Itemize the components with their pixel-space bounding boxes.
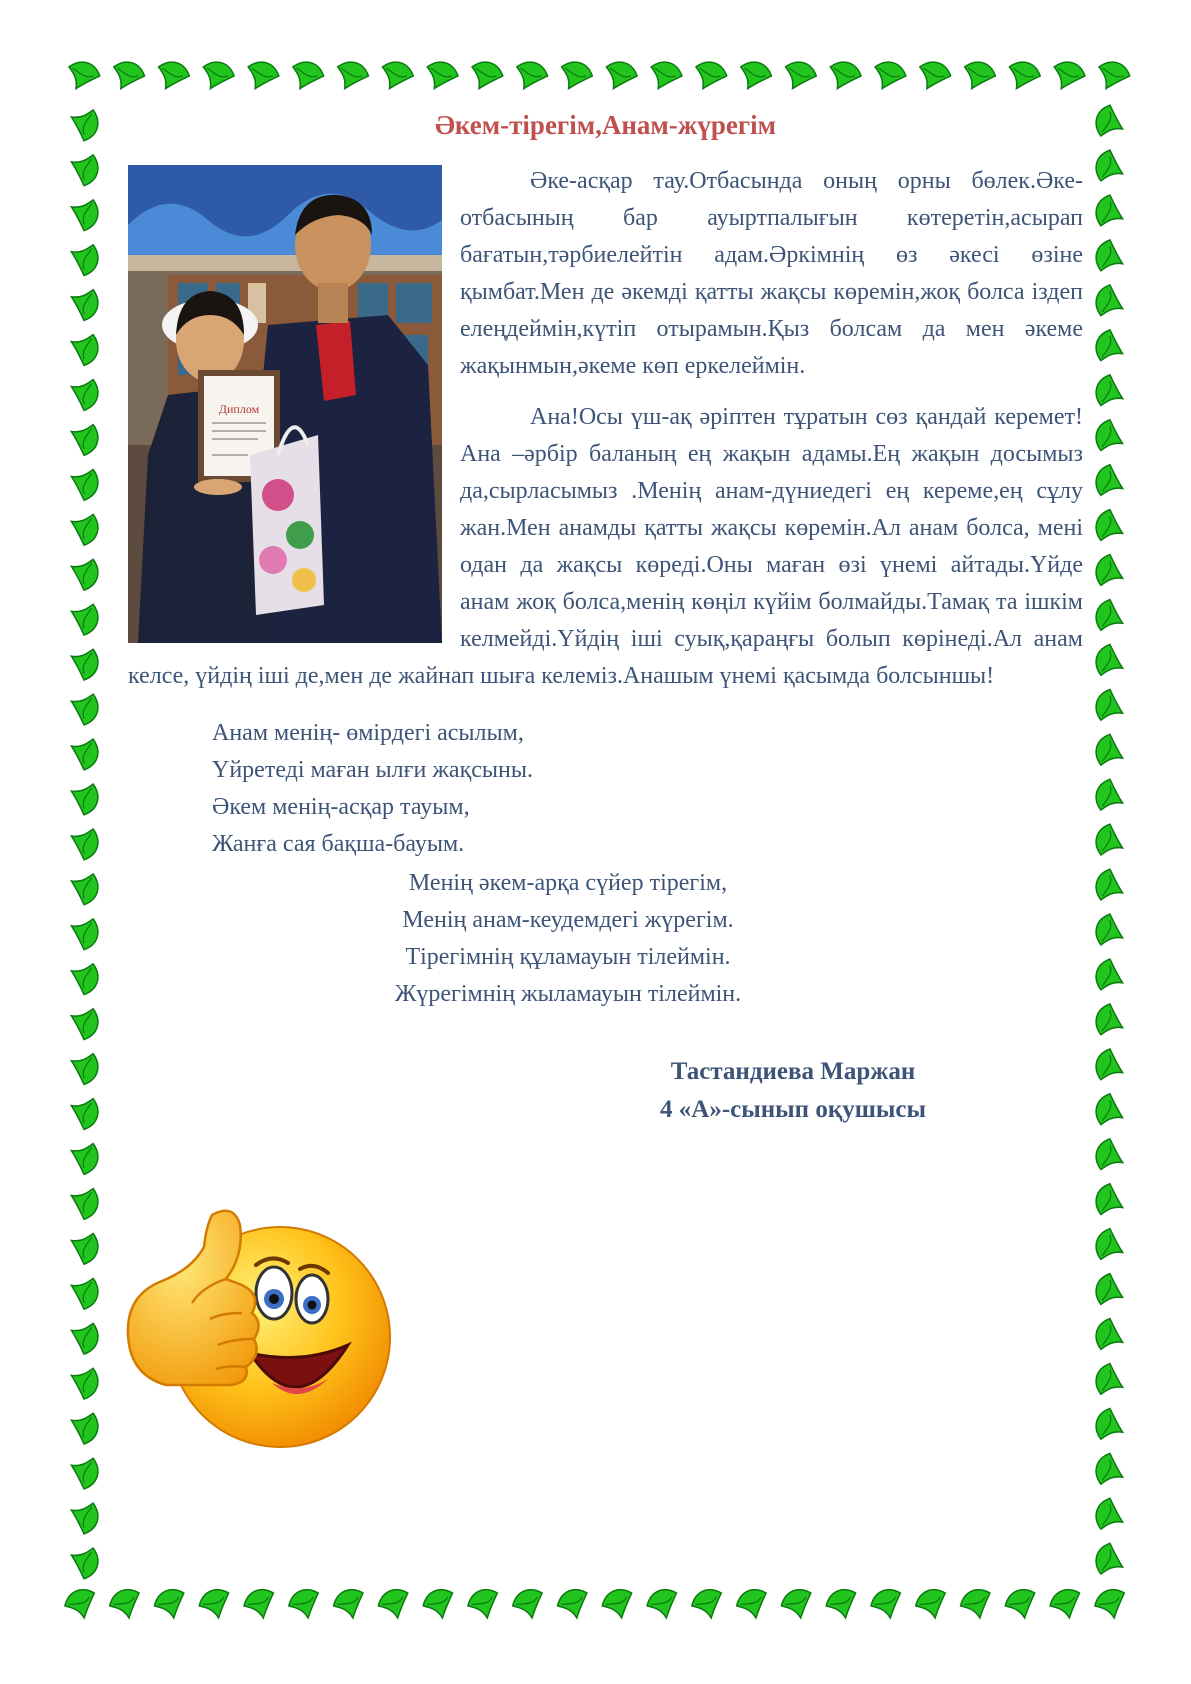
green-leaf-icon — [1048, 57, 1088, 94]
green-leaf-icon — [511, 57, 551, 94]
green-leaf-icon — [912, 1585, 952, 1622]
green-leaf-icon — [376, 57, 416, 94]
green-leaf-icon — [65, 104, 102, 144]
poem-line: Менің әкем-арқа сүйер тірегім, — [408, 870, 728, 896]
green-leaf-icon — [65, 1317, 102, 1357]
green-leaf-icon — [1093, 57, 1133, 94]
green-leaf-icon — [1091, 642, 1128, 682]
green-leaf-icon — [420, 1585, 460, 1622]
green-leaf-icon — [1091, 1001, 1128, 1041]
green-leaf-icon — [65, 1048, 102, 1088]
green-leaf-icon — [65, 1542, 102, 1582]
green-leaf-icon — [197, 57, 237, 94]
green-leaf-icon — [554, 1585, 594, 1622]
green-leaf-icon — [735, 57, 775, 94]
green-leaf-icon — [65, 329, 102, 369]
green-leaf-icon — [65, 823, 102, 863]
green-leaf-icon — [65, 688, 102, 728]
poem-stanza-1 — [212, 715, 1083, 863]
green-leaf-icon — [65, 1003, 102, 1043]
green-leaf-icon — [65, 1093, 102, 1133]
green-leaf-icon — [1091, 911, 1128, 951]
green-leaf-icon — [61, 1585, 101, 1622]
poem-stanza-2 — [328, 865, 808, 1013]
poem-line: Тірегімнің құламауын тілеймін. — [405, 944, 731, 970]
author-class: 4 «А»-сынып оқушысы — [660, 1096, 926, 1123]
green-leaf-icon — [733, 1585, 773, 1622]
green-leaf-icon — [421, 57, 461, 94]
green-leaf-icon — [1091, 956, 1128, 996]
green-leaf-icon — [1091, 327, 1128, 367]
green-leaf-icon — [65, 239, 102, 279]
green-leaf-icon — [1091, 1181, 1128, 1221]
poem-line: Жанға сая бақша-бауым. — [212, 831, 465, 857]
green-leaf-icon — [1091, 1091, 1128, 1131]
green-leaf-icon — [645, 57, 685, 94]
green-leaf-icon — [106, 1585, 146, 1622]
green-leaf-icon — [65, 733, 102, 773]
poem-line: Әкем менің-асқар тауым, — [212, 794, 470, 820]
green-leaf-icon — [688, 1585, 728, 1622]
green-leaf-icon — [65, 958, 102, 998]
green-leaf-icon — [65, 508, 102, 548]
green-leaf-icon — [465, 1585, 505, 1622]
green-leaf-icon — [330, 1585, 370, 1622]
green-leaf-icon — [1091, 1046, 1128, 1086]
green-leaf-icon — [65, 418, 102, 458]
green-leaf-icon — [466, 57, 506, 94]
green-leaf-icon — [1091, 192, 1128, 232]
green-leaf-icon — [1091, 507, 1128, 547]
author-signature — [618, 1053, 968, 1129]
green-leaf-icon — [65, 1497, 102, 1537]
green-leaf-icon — [600, 57, 640, 94]
page-title: Әкем-тірегім,Анам-жүрегім — [434, 110, 777, 140]
green-leaf-icon — [151, 1585, 191, 1622]
green-leaf-icon — [108, 57, 148, 94]
green-leaf-icon — [1091, 417, 1128, 457]
green-leaf-icon — [375, 1585, 415, 1622]
green-leaf-icon — [1047, 1585, 1087, 1622]
green-leaf-icon — [65, 643, 102, 683]
green-leaf-icon — [1091, 777, 1128, 817]
green-leaf-icon — [1091, 1585, 1131, 1622]
green-leaf-icon — [332, 57, 372, 94]
green-leaf-icon — [1091, 462, 1128, 502]
poem-line: Менің анам-кеудемдегі жүрегім. — [402, 907, 734, 933]
green-leaf-icon — [65, 1137, 102, 1177]
green-leaf-icon — [1091, 732, 1128, 772]
green-leaf-icon — [914, 57, 954, 94]
green-leaf-icon — [287, 57, 327, 94]
green-leaf-icon — [1091, 1316, 1128, 1356]
green-leaf-icon — [959, 57, 999, 94]
green-leaf-icon — [63, 57, 103, 94]
green-leaf-icon — [196, 1585, 236, 1622]
green-leaf-icon — [65, 1407, 102, 1447]
author-name: Тастандиева Маржан — [670, 1058, 916, 1085]
green-leaf-icon — [1091, 1451, 1128, 1491]
green-leaf-icon — [1091, 1406, 1128, 1446]
thumbs-up-smiley-icon — [122, 1195, 392, 1455]
green-leaf-icon — [868, 1585, 908, 1622]
green-leaf-icon — [65, 598, 102, 638]
document-body — [128, 110, 1083, 1129]
green-leaf-icon — [65, 149, 102, 189]
green-leaf-icon — [1091, 147, 1128, 187]
green-leaf-icon — [869, 57, 909, 94]
green-leaf-icon — [65, 1452, 102, 1492]
green-leaf-icon — [1091, 552, 1128, 592]
green-leaf-icon — [65, 1362, 102, 1402]
poem-line: Анам менің- өмірдегі асылым, — [212, 720, 524, 746]
green-leaf-icon — [65, 194, 102, 234]
green-leaf-icon — [152, 57, 192, 94]
green-leaf-icon — [65, 1272, 102, 1312]
green-leaf-icon — [599, 1585, 639, 1622]
green-leaf-icon — [1091, 372, 1128, 412]
green-leaf-icon — [65, 284, 102, 324]
green-leaf-icon — [1091, 1226, 1128, 1266]
paragraph-mother: Ана!Осы үш-ақ әріптен тұратын сөз қандай керемет!Ана –әрбір баланың ең жақын адамы.Ең жақын досымыз да,сырласымыз .Менің анам-дүниедегі ең кереме,ең сұлу жан.Мен анамды қатты жақсы көремін.Ал анам болса, мені одан да жақсы көреді.Оны маған өзі үнемі айтады.Үйде анам жоқ болса,менің көңіл күйім болмайды.Тамақ та ішкім келмейді.Үйдің іші суық,қараңғы болып көрінеді.Ал анам келсе, үйдің іші де,мен де жайнап шыға келеміз.Анашым үнемі қасымда болсыншы! — [128, 404, 1083, 689]
photo-father-daughter-diploma — [128, 165, 442, 643]
diploma-label: Диплом — [218, 402, 260, 416]
paragraph-father: Әке-асқар тау.Отбасында оның орны бөлек.Әке-отбасының бар ауыртпалығын көтеретін,асырап бағатын,тәрбиелейтін адам.Әркімнің өз әкесі өзіне қымбат.Мен де әкемді қатты жақсы көремін,жоқ болса іздеп елеңдеймін,күтіп отырамын.Қыз болсам да мен әкеме жақынмын,әкеме көп еркелеймін. — [460, 168, 1083, 379]
green-leaf-icon — [65, 913, 102, 953]
green-leaf-icon — [1003, 57, 1043, 94]
green-leaf-icon — [1091, 866, 1128, 906]
green-leaf-icon — [1091, 1541, 1128, 1581]
green-leaf-icon — [1091, 282, 1128, 322]
green-leaf-icon — [644, 1585, 684, 1622]
poem-line: Үйретеді маған ылғи жақсыны. — [212, 757, 533, 783]
green-leaf-icon — [242, 57, 282, 94]
green-leaf-icon — [1091, 237, 1128, 277]
green-leaf-icon — [1091, 1361, 1128, 1401]
green-leaf-icon — [690, 57, 730, 94]
green-leaf-icon — [1091, 1271, 1128, 1311]
green-leaf-icon — [509, 1585, 549, 1622]
green-leaf-icon — [65, 868, 102, 908]
green-leaf-icon — [65, 778, 102, 818]
green-leaf-icon — [1091, 597, 1128, 637]
green-leaf-icon — [1091, 1136, 1128, 1176]
green-leaf-icon — [957, 1585, 997, 1622]
green-leaf-icon — [824, 57, 864, 94]
green-leaf-icon — [65, 373, 102, 413]
green-leaf-icon — [65, 1227, 102, 1267]
green-leaf-icon — [779, 57, 819, 94]
green-leaf-icon — [65, 1182, 102, 1222]
green-leaf-icon — [1091, 821, 1128, 861]
green-leaf-icon — [1091, 687, 1128, 727]
green-leaf-icon — [65, 553, 102, 593]
green-leaf-icon — [1002, 1585, 1042, 1622]
poem-line: Жүрегімнің жыламауын тілеймін. — [394, 981, 742, 1007]
green-leaf-icon — [1091, 1496, 1128, 1536]
green-leaf-icon — [778, 1585, 818, 1622]
green-leaf-icon — [65, 463, 102, 503]
green-leaf-icon — [241, 1585, 281, 1622]
green-leaf-icon — [1091, 102, 1128, 142]
green-leaf-icon — [555, 57, 595, 94]
green-leaf-icon — [823, 1585, 863, 1622]
green-leaf-icon — [285, 1585, 325, 1622]
